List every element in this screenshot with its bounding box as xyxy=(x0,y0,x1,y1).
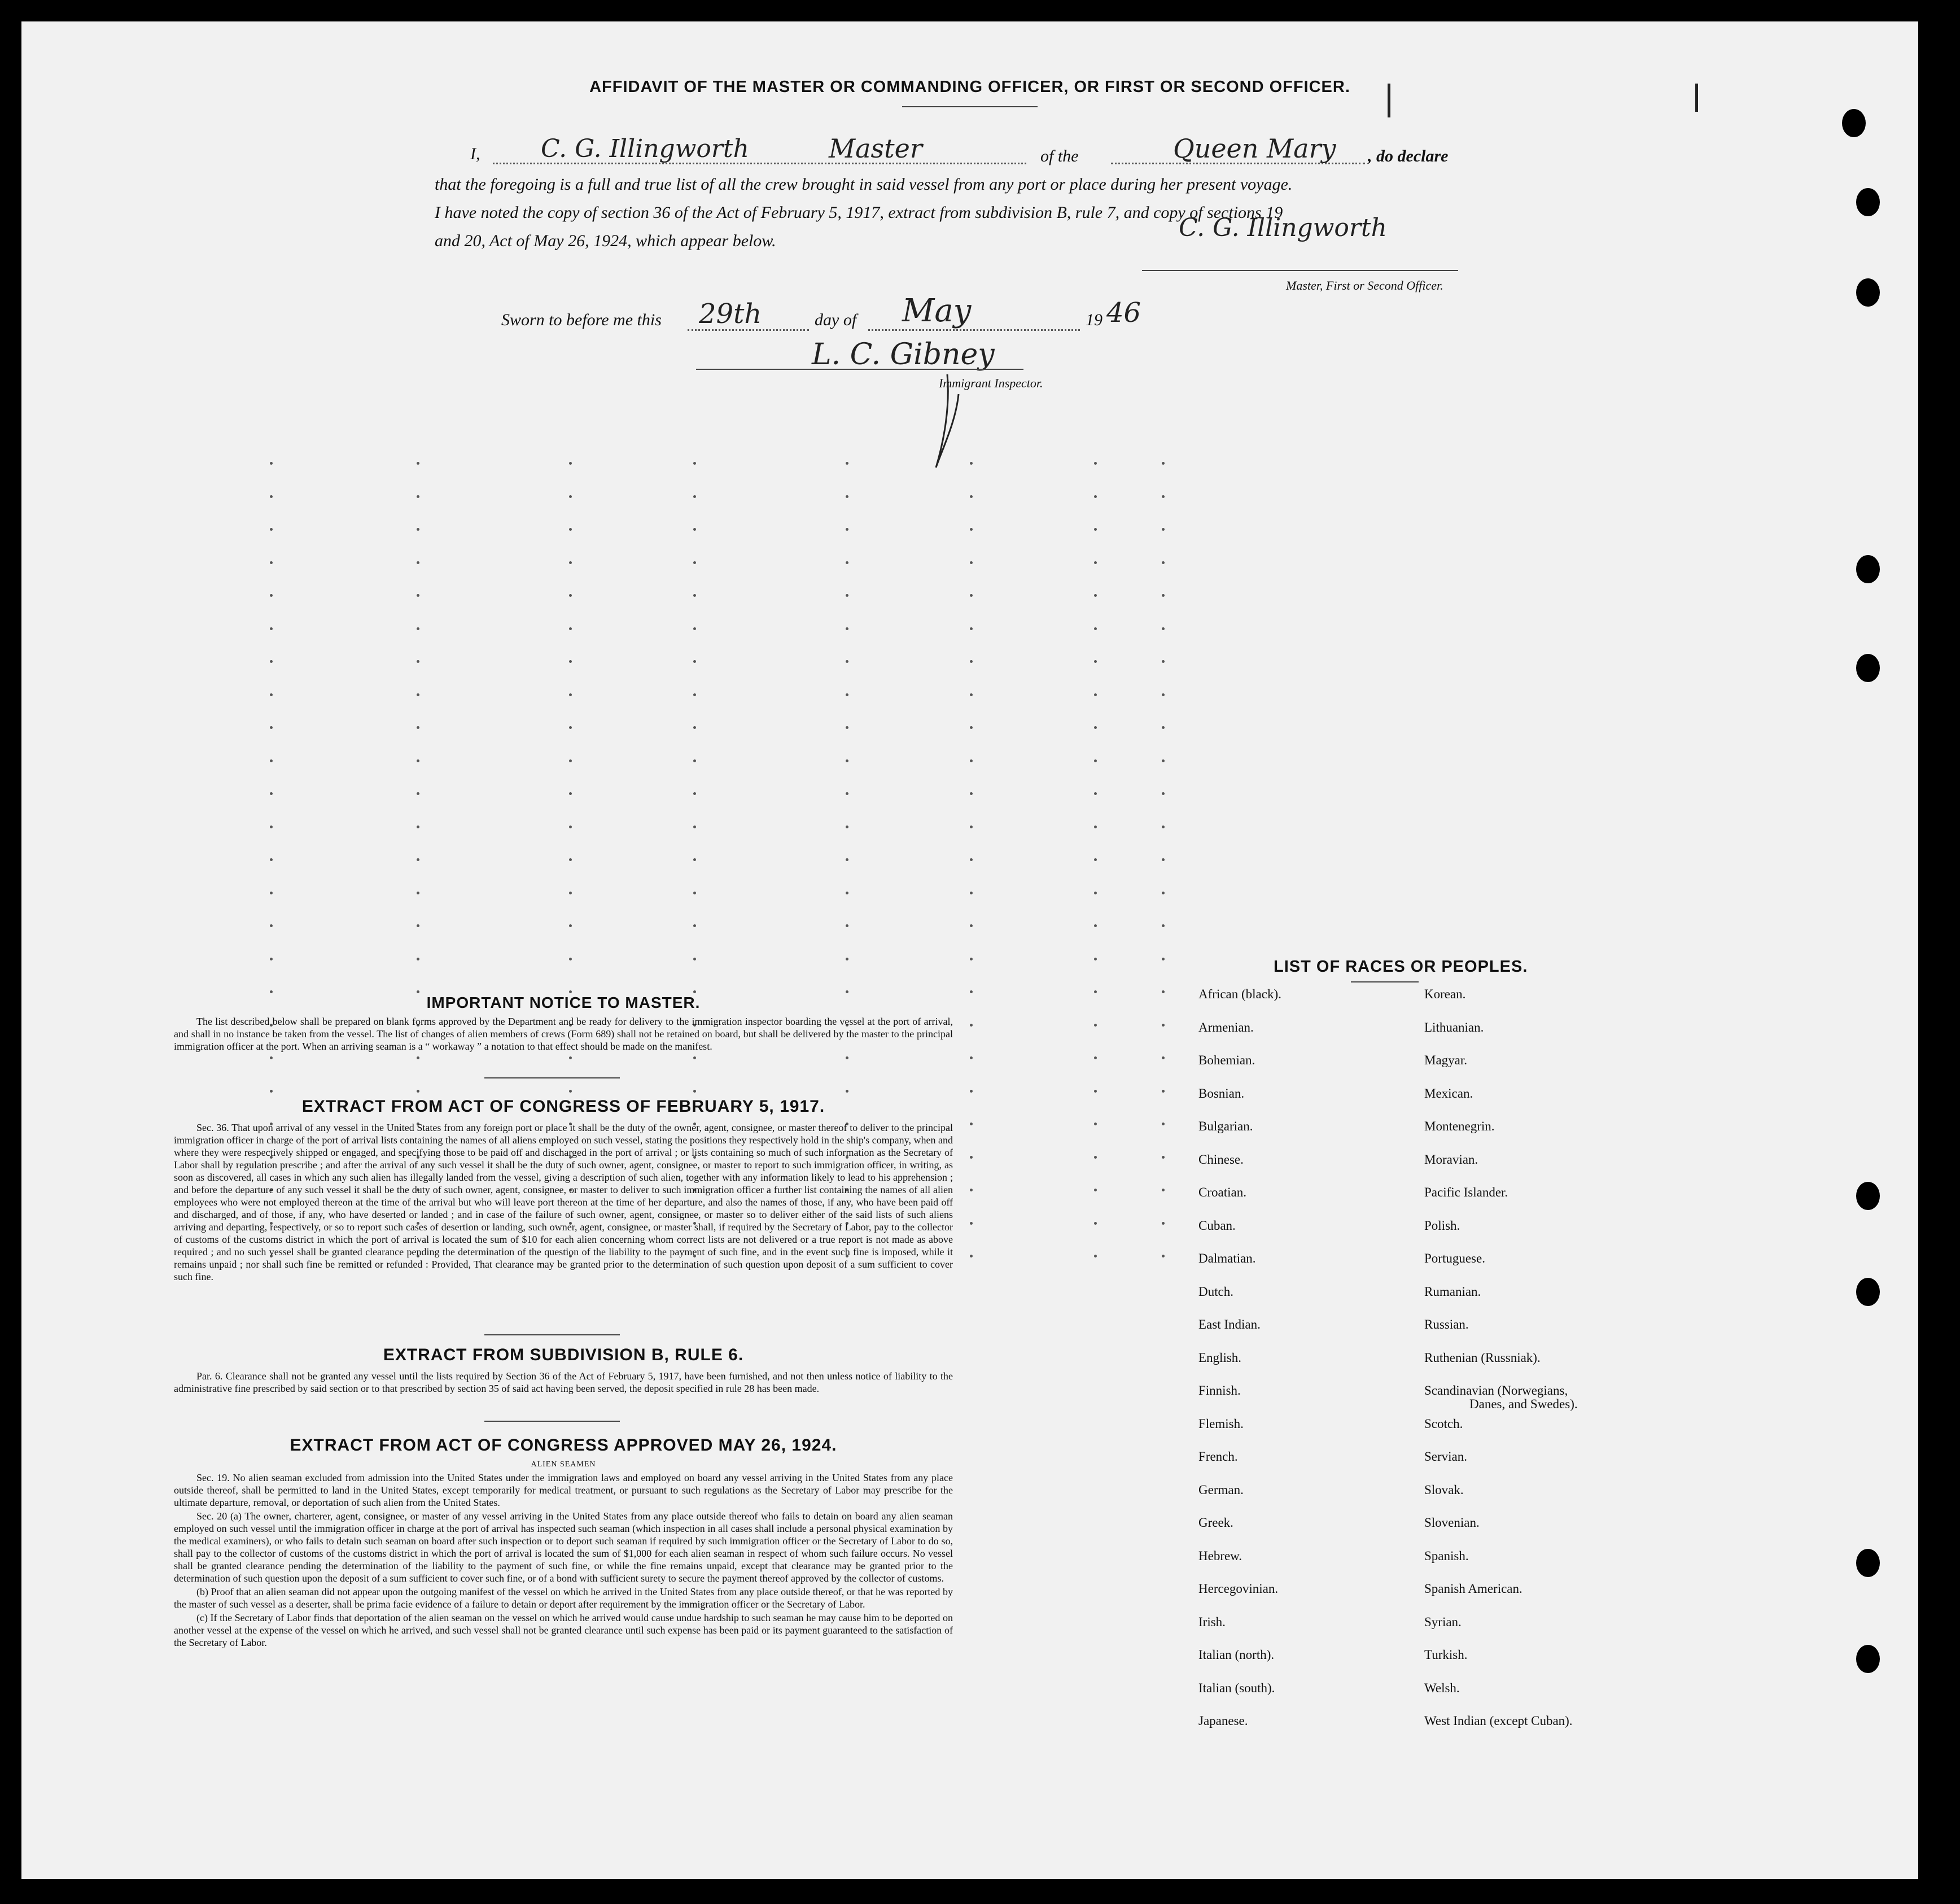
race-item: Slovenian. xyxy=(1424,1516,1480,1530)
grid-dot xyxy=(417,759,419,762)
grid-dot xyxy=(1162,759,1165,762)
grid-dot xyxy=(569,958,572,960)
grid-dot xyxy=(970,792,973,795)
i-label: I, xyxy=(470,145,480,163)
grid-dot xyxy=(569,792,572,795)
grid-dot xyxy=(1094,627,1097,630)
grid-dot xyxy=(1094,1255,1097,1257)
grid-dot xyxy=(1094,924,1097,927)
grid-dot xyxy=(1094,759,1097,762)
race-item: Finnish. xyxy=(1198,1383,1241,1398)
grid-dot xyxy=(270,561,273,564)
race-item: Lithuanian. xyxy=(1424,1020,1484,1034)
grid-dot xyxy=(270,660,273,663)
margin-tick xyxy=(1388,84,1390,117)
grid-dot xyxy=(270,627,273,630)
divider-3 xyxy=(484,1421,620,1422)
grid-dot xyxy=(970,495,973,498)
grid-dot xyxy=(417,958,419,960)
race-item: Italian (south). xyxy=(1198,1680,1275,1695)
extract-1924-text xyxy=(174,1471,953,1650)
grid-dot xyxy=(970,528,973,531)
grid-dot xyxy=(846,660,848,663)
day-of-label: day of xyxy=(815,311,857,329)
punch-hole xyxy=(1856,555,1880,583)
grid-dot xyxy=(693,561,696,564)
grid-dot xyxy=(970,660,973,663)
grid-dot xyxy=(1162,958,1165,960)
grid-dot xyxy=(1094,594,1097,597)
grid-dot xyxy=(970,1222,973,1225)
race-item: Servian. xyxy=(1424,1449,1468,1464)
grid-dot xyxy=(970,561,973,564)
race-item: Bohemian. xyxy=(1198,1053,1255,1067)
do-declare-label: , do declare xyxy=(1368,147,1449,165)
grid-dot xyxy=(846,990,848,993)
race-item: German. xyxy=(1198,1482,1244,1497)
grid-dot xyxy=(569,892,572,894)
grid-dot xyxy=(569,594,572,597)
race-item: Croatian. xyxy=(1198,1185,1246,1199)
grid-dot xyxy=(270,892,273,894)
grid-dot xyxy=(417,561,419,564)
grid-dot xyxy=(417,594,419,597)
grid-dot xyxy=(569,693,572,696)
grid-dot xyxy=(417,792,419,795)
affidavit-title: AFFIDAVIT OF THE MASTER OR COMMANDING OFFICER, OR FIRST OR SECOND OFFICER. xyxy=(589,78,1350,96)
grid-dot xyxy=(417,627,419,630)
race-item: Spanish. xyxy=(1424,1548,1469,1563)
grid-dot xyxy=(417,924,419,927)
grid-dot xyxy=(693,792,696,795)
margin-tick xyxy=(1695,84,1698,112)
grid-dot xyxy=(1162,1189,1165,1191)
race-item: Dalmatian. xyxy=(1198,1251,1256,1265)
grid-dot xyxy=(846,892,848,894)
grid-dot xyxy=(270,462,273,465)
grid-dot xyxy=(270,495,273,498)
grid-dot xyxy=(1094,1123,1097,1125)
grid-dot xyxy=(693,660,696,663)
grid-dot xyxy=(970,627,973,630)
grid-dot xyxy=(270,858,273,861)
grid-dot xyxy=(270,924,273,927)
grid-dot xyxy=(1094,958,1097,960)
grid-dot xyxy=(1094,858,1097,861)
race-item: Hercegovinian. xyxy=(1198,1582,1279,1596)
grid-dot xyxy=(1162,726,1165,729)
punch-hole xyxy=(1856,1182,1880,1210)
race-item: English. xyxy=(1198,1350,1242,1365)
grid-dot xyxy=(569,528,572,531)
grid-dot xyxy=(417,660,419,663)
grid-dot xyxy=(1094,1024,1097,1027)
grid-dot xyxy=(970,594,973,597)
grid-dot xyxy=(1162,1056,1165,1059)
grid-dot xyxy=(417,1056,419,1059)
race-item: Italian (north). xyxy=(1198,1648,1275,1662)
grid-dot xyxy=(970,726,973,729)
grid-dot xyxy=(693,627,696,630)
race-item: Pacific Islander. xyxy=(1424,1185,1508,1199)
extract-1917-title: EXTRACT FROM ACT OF CONGRESS OF FEBRUARY 5, 1917. xyxy=(301,1097,825,1116)
section-20b-paragraph: (b) Proof that an alien seaman did not appear upon the outgoing manifest of the vessel on which he arrived in the United States from any place outside thereof, or that he was reported by the master of such vessel as a deserter, shall be prima facie evidence of a failure to detain or deport after requirement by the immigration officer or the Secretary of Labor. xyxy=(174,1586,953,1610)
grid-dot xyxy=(970,1189,973,1191)
race-item: Turkish. xyxy=(1424,1648,1468,1662)
grid-dot xyxy=(1162,1222,1165,1225)
extract-1924-title: EXTRACT FROM ACT OF CONGRESS APPROVED MAY 26, 1924. xyxy=(290,1436,837,1455)
affidavit-line-3: I have noted the copy of section 36 of the Act of February 5, 1917, extract from subdivision B, rule 7, and copy of sections 19 xyxy=(435,203,1283,222)
grid-dot xyxy=(417,693,419,696)
grid-dot xyxy=(693,990,696,993)
grid-dot xyxy=(417,990,419,993)
grid-dot xyxy=(569,1056,572,1059)
grid-dot xyxy=(693,1056,696,1059)
grid-dot xyxy=(970,1255,973,1257)
grid-dot xyxy=(1094,726,1097,729)
grid-dot xyxy=(1094,792,1097,795)
grid-dot xyxy=(970,1056,973,1059)
grid-dot xyxy=(846,594,848,597)
grid-dot xyxy=(1094,1222,1097,1225)
grid-dot xyxy=(1162,892,1165,894)
grid-dot xyxy=(846,561,848,564)
punch-hole xyxy=(1856,1278,1880,1306)
grid-dot xyxy=(970,1090,973,1093)
notice-title: IMPORTANT NOTICE TO MASTER. xyxy=(426,994,701,1011)
grid-dot xyxy=(1162,495,1165,498)
grid-dot xyxy=(970,858,973,861)
race-item: Ruthenian (Russniak). xyxy=(1424,1350,1541,1365)
grid-dot xyxy=(970,1024,973,1027)
grid-dot xyxy=(970,693,973,696)
paragraph-6: Par. 6. Clearance shall not be granted any vessel until the lists required by Section 36 of the Act of February 5, 1917, have been furnished, and not then unless notice of liability to the administrative fine prescribed by said section or to that prescribed by section 35 of said act having been served, the deposit specified in rule 28 has been made. xyxy=(174,1370,953,1394)
grid-dot xyxy=(846,792,848,795)
grid-dot xyxy=(846,693,848,696)
grid-dot xyxy=(846,627,848,630)
ship-name-handwritten: Queen Mary xyxy=(1173,133,1336,164)
grid-dot xyxy=(1094,826,1097,828)
race-item: Scotch. xyxy=(1424,1416,1463,1431)
extract-1917-text xyxy=(174,1121,953,1284)
punch-hole xyxy=(1856,1549,1880,1577)
grid-dot xyxy=(846,1056,848,1059)
grid-dot xyxy=(270,826,273,828)
grid-dot xyxy=(1094,1090,1097,1093)
grid-dot xyxy=(693,1090,696,1093)
race-item: Greek. xyxy=(1198,1516,1233,1530)
grid-dot xyxy=(270,693,273,696)
section-36-paragraph: Sec. 36. That upon arrival of any vessel in the United States from any foreign port or place it shall be the duty of the owner, agent, consignee, or master thereof to deliver to the principal immigration officer in charge of the port of arrival lists containing the names of all aliens employed on such vessel, stating the positions they respectively hold in the ship's company, when and where they were respectively shipped or engaged, and specifying those to be paid off and discharged in the port of arrival ; or lists containing so much of such information as the Secretary of Labor shall by regulation prescribe ; and after the arrival of any such vessel it shall be the duty of such owner, agent, consignee, or master to report to such immigration officer, in writing, as soon as discovered, all cases in which any such alien has illegally landed from the vessel, giving a description of such alien, together with any information likely to lead to his apprehension ; and before the departure of any such vessel it shall be the duty of such owner, agent, consignee, or master to deliver to such immigration officer a further list containing the names of all alien employees who were not employed thereon at the time of the arrival but who will leave port thereon at the time of her departure, and also the names of those, if any, who have been paid off and discharged, and of those, if any, who have deserted or landed ; and in case of the failure of such owner, agent, consignee, or master so to deliver either of the said lists of such aliens arriving and departing, respectively, or so to report such cases of desertion or landing, such owner, agent, consignee, or master shall, if required by the Secretary of Labor, pay to the collector of customs of the customs district in which the port of arrival is located the sum of $10 for each alien concerning whom correct lists are not delivered or a true report is not made as above required ; and no such vessel shall be granted clearance pending the determination of the question of the liability to the payment of such fine, and in the event such fine is imposed, while it remains unpaid ; nor shall such fine be remitted or refunded : Provided, That clearance may be granted prior to the determination of such question upon deposit of a sum sufficient to cover such fine. xyxy=(174,1122,953,1282)
grid-dot xyxy=(1162,1090,1165,1093)
grid-dot xyxy=(693,759,696,762)
master-signature: C. G. Illingworth xyxy=(1179,213,1387,242)
grid-dot xyxy=(1094,528,1097,531)
race-item: Korean. xyxy=(1424,987,1466,1001)
race-item: Polish. xyxy=(1424,1218,1460,1233)
grid-dot xyxy=(569,495,572,498)
notice-paragraph: The list described below shall be prepared on blank forms approved by the Department and be ready for delivery to the immigration inspector boarding the vessel at the port of arrival, and shall in no instance be taken from the vessel. The list of changes of alien members of crews (Form 689) shall not be retained on board, but shall be delivered by the master to the principal immigration officer at the port. When an arriving seaman is a “ workaway ” a notation to that effect should be made on the manifest. xyxy=(174,1016,953,1052)
grid-dot xyxy=(1094,990,1097,993)
punch-hole xyxy=(1856,188,1880,216)
grid-dot xyxy=(1094,462,1097,465)
grid-dot xyxy=(970,759,973,762)
race-item: Cuban. xyxy=(1198,1218,1236,1233)
ship-fill-line xyxy=(1111,163,1365,164)
inspector-caption: Immigrant Inspector. xyxy=(939,376,1043,390)
grid-dot xyxy=(693,858,696,861)
grid-dot xyxy=(417,495,419,498)
sworn-label: Sworn to before me this xyxy=(501,311,662,329)
grid-dot xyxy=(846,462,848,465)
race-item: African (black). xyxy=(1198,987,1281,1001)
affidavit-line-4: and 20, Act of May 26, 1924, which appear below. xyxy=(435,232,776,250)
punch-hole xyxy=(1856,278,1880,307)
grid-dot xyxy=(1094,1156,1097,1159)
grid-dot xyxy=(1162,1024,1165,1027)
races-underline xyxy=(1351,981,1419,982)
grid-dot xyxy=(970,924,973,927)
grid-dot xyxy=(569,660,572,663)
rule-6-title: EXTRACT FROM SUBDIVISION B, RULE 6. xyxy=(383,1346,744,1364)
section-19-paragraph: Sec. 19. No alien seaman excluded from admission into the United States under the immigration laws and employed on board any vessel arriving in the United States from any place outside thereof, shall be permitted to land in the United States, except temporarily for medical treatment, or pursuant to such regulations as the Secretary of Labor may prescribe for the ultimate departure, removal, or deportation of such alien from the United States. xyxy=(174,1472,953,1508)
race-item: Bulgarian. xyxy=(1198,1119,1253,1133)
grid-dot xyxy=(846,528,848,531)
master-name-handwritten: C. G. Illingworth xyxy=(541,134,749,163)
grid-dot xyxy=(1162,594,1165,597)
grid-dot xyxy=(693,826,696,828)
grid-dot xyxy=(1162,792,1165,795)
race-item: Portuguese. xyxy=(1424,1251,1485,1265)
grid-dot xyxy=(846,826,848,828)
grid-dot xyxy=(1162,627,1165,630)
grid-dot xyxy=(693,958,696,960)
year-handwritten: 46 xyxy=(1106,297,1141,329)
grid-dot xyxy=(1094,495,1097,498)
document-page xyxy=(21,21,1918,1879)
race-item: Armenian. xyxy=(1198,1020,1254,1034)
day-fill-line xyxy=(688,329,809,331)
grid-dot xyxy=(693,924,696,927)
grid-dot xyxy=(270,528,273,531)
grid-dot xyxy=(270,958,273,960)
race-item: West Indian (except Cuban). xyxy=(1424,1714,1573,1728)
race-item: Montenegrin. xyxy=(1424,1119,1495,1133)
race-item: Scandinavian (Norwegians, xyxy=(1424,1383,1568,1398)
rank-handwritten: Master xyxy=(829,133,922,164)
race-item: Rumanian. xyxy=(1424,1284,1481,1299)
rule-6-text xyxy=(174,1370,953,1396)
grid-dot xyxy=(846,495,848,498)
of-the-label: of the xyxy=(1040,147,1079,165)
signature-flourish xyxy=(925,372,970,473)
notice-text xyxy=(174,1015,953,1054)
grid-dot xyxy=(417,858,419,861)
signature-caption: Master, First or Second Officer. xyxy=(1286,278,1443,292)
grid-dot xyxy=(569,462,572,465)
signature-line xyxy=(1142,270,1458,271)
grid-dot xyxy=(693,594,696,597)
grid-dot xyxy=(970,462,973,465)
punch-hole xyxy=(1856,1645,1880,1673)
grid-dot xyxy=(270,594,273,597)
grid-dot xyxy=(1094,1189,1097,1191)
punch-hole xyxy=(1842,109,1866,137)
grid-dot xyxy=(569,726,572,729)
grid-dot xyxy=(846,958,848,960)
grid-dot xyxy=(270,990,273,993)
section-20c-paragraph: (c) If the Secretary of Labor finds that deportation of the alien seaman on the vessel on which he arrived would cause undue hardship to such seaman he may cause him to be deported on another vessel at the expense of the vessel on which he arrived, and such vessel shall not be granted clearance until such expense has been paid or its payment guaranteed to the satisfaction of the Secretary of Labor. xyxy=(174,1612,953,1648)
grid-dot xyxy=(417,826,419,828)
grid-dot xyxy=(1094,693,1097,696)
grid-dot xyxy=(970,826,973,828)
grid-dot xyxy=(846,858,848,861)
race-item: Slovak. xyxy=(1424,1482,1464,1497)
section-20a-paragraph: Sec. 20 (a) The owner, charterer, agent, consignee, or master of any vessel arriving in the United States from any place outside thereof who fails to detain on board any alien seaman employed on such vessel until the immigration officer in charge at the port of arrival has inspected such seaman (which inspection in all cases shall include a personal physical examination by the medical examiners), or who fails to detain such seaman on board after such inspection or to deport such seaman if required by such immigration officer or the Secretary of Labor to do so, shall pay to the collector of customs of the customs district in which the port of arrival is located the sum of $1,000 for each alien seaman in respect of whom such failure occurs. No vessel shall be granted clearance pending the determination of the liability to the payment of such fine, or while the fine remains unpaid, except that clearance may be granted prior to the determination of such question upon the deposit of a sum sufficient to cover such fine, or of a bond with sufficient surety to secure the payment thereof approved by the collector of customs. xyxy=(174,1510,953,1584)
races-title: LIST OF RACES OR PEOPLES. xyxy=(1274,958,1528,976)
grid-dot xyxy=(270,1056,273,1059)
grid-dot xyxy=(1162,1255,1165,1257)
grid-dot xyxy=(1162,660,1165,663)
grid-dot xyxy=(270,1090,273,1093)
grid-dot xyxy=(569,759,572,762)
alien-seamen-subtitle: ALIEN SEAMEN xyxy=(531,1460,596,1469)
grid-dot xyxy=(1162,462,1165,465)
grid-dot xyxy=(1162,990,1165,993)
grid-dot xyxy=(846,924,848,927)
grid-dot xyxy=(693,693,696,696)
inspector-line xyxy=(696,369,1023,370)
grid-dot xyxy=(1094,660,1097,663)
grid-dot xyxy=(1162,826,1165,828)
inspector-signature: L. C. Gibney xyxy=(812,338,995,372)
race-item: Hebrew. xyxy=(1198,1548,1243,1563)
race-item: Irish. xyxy=(1198,1614,1226,1629)
race-scandinavian-continuation: Danes, and Swedes). xyxy=(1469,1397,1578,1411)
grid-dot xyxy=(417,462,419,465)
grid-dot xyxy=(569,1090,572,1093)
grid-dot xyxy=(569,561,572,564)
grid-dot xyxy=(1094,1056,1097,1059)
race-item: East Indian. xyxy=(1198,1317,1261,1331)
grid-dot xyxy=(1162,1156,1165,1159)
race-item: Mexican. xyxy=(1424,1086,1473,1101)
race-item: Syrian. xyxy=(1424,1614,1462,1629)
grid-dot xyxy=(569,826,572,828)
race-item: Welsh. xyxy=(1424,1680,1460,1695)
grid-dot xyxy=(970,892,973,894)
grid-dot xyxy=(569,924,572,927)
divider-2 xyxy=(484,1334,620,1335)
race-item: French. xyxy=(1198,1449,1238,1464)
grid-dot xyxy=(417,892,419,894)
grid-dot xyxy=(693,726,696,729)
grid-dot xyxy=(1162,528,1165,531)
grid-dot xyxy=(417,726,419,729)
grid-dot xyxy=(1162,924,1165,927)
race-item: Bosnian. xyxy=(1198,1086,1245,1101)
grid-dot xyxy=(846,1090,848,1093)
race-item: Japanese. xyxy=(1198,1714,1248,1728)
grid-dot xyxy=(693,495,696,498)
race-item: Spanish American. xyxy=(1424,1582,1523,1596)
day-handwritten: 29th xyxy=(699,298,762,330)
name-fill-line xyxy=(493,163,1026,164)
race-item: Dutch. xyxy=(1198,1284,1233,1299)
race-item: Magyar. xyxy=(1424,1053,1468,1067)
grid-dot xyxy=(693,892,696,894)
grid-dot xyxy=(693,528,696,531)
race-item: Russian. xyxy=(1424,1317,1469,1331)
race-item: Moravian. xyxy=(1424,1152,1478,1167)
grid-dot xyxy=(970,1123,973,1125)
race-item: Flemish. xyxy=(1198,1416,1244,1431)
grid-dot xyxy=(846,759,848,762)
year-prefix: 19 xyxy=(1086,311,1102,329)
grid-dot xyxy=(1162,1123,1165,1125)
grid-dot xyxy=(569,627,572,630)
grid-dot xyxy=(970,990,973,993)
title-underline xyxy=(902,106,1038,107)
grid-dot xyxy=(846,726,848,729)
grid-dot xyxy=(1094,892,1097,894)
grid-dot xyxy=(270,792,273,795)
month-fill-line xyxy=(868,329,1080,331)
grid-dot xyxy=(417,1090,419,1093)
grid-dot xyxy=(1094,561,1097,564)
punch-hole xyxy=(1856,654,1880,682)
grid-dot xyxy=(1162,858,1165,861)
grid-dot xyxy=(569,990,572,993)
affidavit-line-2: that the foregoing is a full and true list of all the crew brought in said vessel from any port or place during her present voyage. xyxy=(435,175,1293,194)
divider-1 xyxy=(484,1077,620,1078)
grid-dot xyxy=(270,726,273,729)
grid-dot xyxy=(569,858,572,861)
grid-dot xyxy=(970,1156,973,1159)
grid-dot xyxy=(417,528,419,531)
grid-dot xyxy=(1162,561,1165,564)
race-item: Chinese. xyxy=(1198,1152,1244,1167)
grid-dot xyxy=(270,759,273,762)
month-handwritten: May xyxy=(902,292,972,329)
grid-dot xyxy=(1162,693,1165,696)
grid-dot xyxy=(693,462,696,465)
grid-dot xyxy=(970,958,973,960)
